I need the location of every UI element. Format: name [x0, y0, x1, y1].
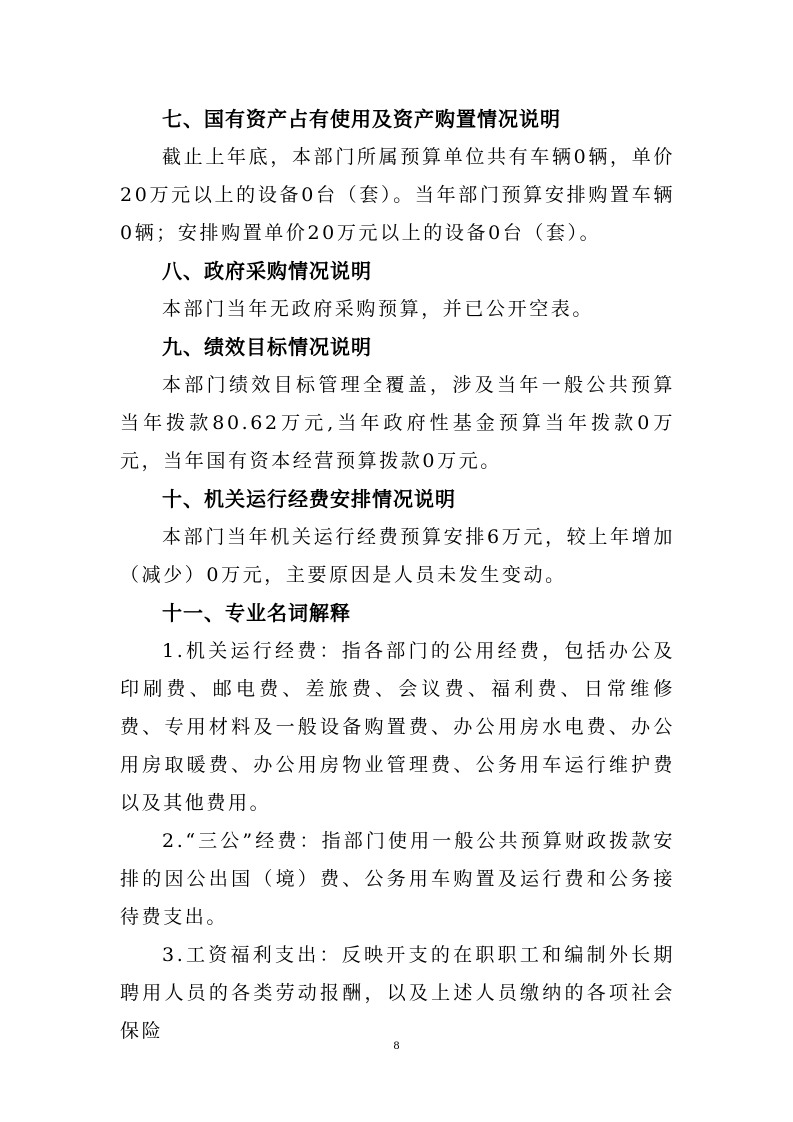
section-procurement [120, 252, 675, 328]
section-paragraph: 本部门绩效目标管理全覆盖，涉及当年一般公共预算当年拨款80.62万元,当年政府性基金预算当年拨款0万元，当年国有资本经营预算拨款0万元。 [120, 374, 675, 472]
section-heading: 七、国有资产占有使用及资产购置情况说明 [162, 107, 561, 131]
section-glossary [120, 594, 675, 1050]
section-heading: 八、政府采购情况说明 [162, 259, 372, 283]
glossary-item: 1.机关运行经费：指各部门的公用经费，包括办公及印刷费、邮电费、差旅费、会议费、福利费、日常维修费、专用材料及一般设备购置费、办公用房水电费、办公用房取暖费、办公用房物业管理费、公务用车运行维护费以及其他费用。 [120, 640, 675, 814]
section-performance [120, 328, 675, 480]
section-heading: 十一、专业名词解释 [162, 601, 351, 625]
section-paragraph: 本部门当年机关运行经费预算安排6万元，较上年增加（减少）0万元，主要原因是人员未发生变动。 [120, 526, 675, 586]
section-paragraph: 截止上年底，本部门所属预算单位共有车辆0辆，单价20万元以上的设备0台（套）。当年部门预算安排购置车辆0辆；安排购置单价20万元以上的设备0台（套）。 [120, 146, 675, 244]
section-assets [120, 100, 675, 252]
section-operating-costs [120, 480, 675, 594]
section-heading: 九、绩效目标情况说明 [162, 335, 372, 359]
glossary-item: 3.工资福利支出：反映开支的在职职工和编制外长期聘用人员的各类劳动报酬，以及上述人员缴纳的各项社会保险 [120, 944, 675, 1042]
page-number: 8 [393, 1038, 400, 1052]
section-heading: 十、机关运行经费安排情况说明 [162, 487, 456, 511]
section-paragraph: 本部门当年无政府采购预算，并已公开空表。 [162, 298, 595, 320]
glossary-item: 2.“三公”经费：指部门使用一般公共预算财政拨款安排的因公出国（境）费、公务用车购置及运行费和公务接待费支出。 [120, 830, 675, 928]
page-body [120, 100, 675, 1050]
